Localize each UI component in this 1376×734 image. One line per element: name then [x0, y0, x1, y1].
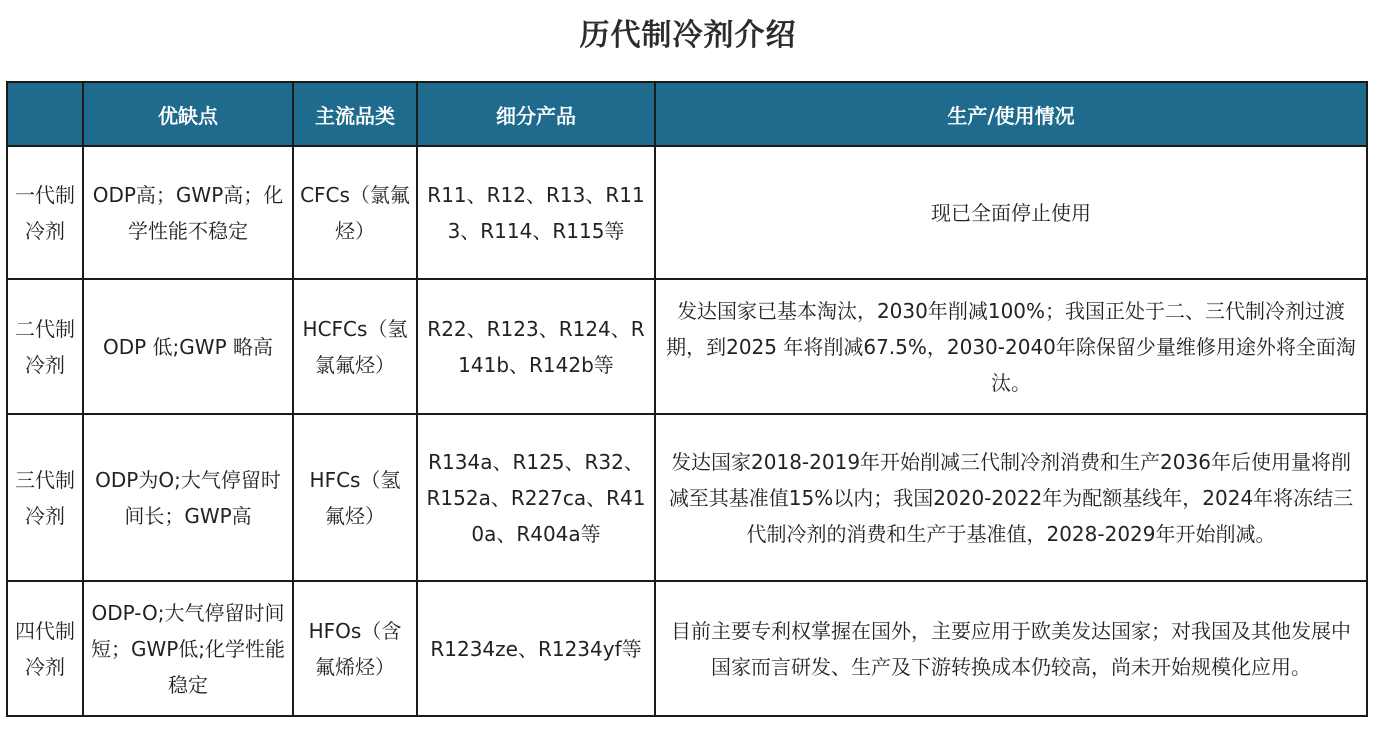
cell-pros-cons: ODP高；GWP高；化学性能不稳定	[83, 146, 293, 279]
header-status: 生产/使用情况	[655, 82, 1367, 146]
table-row	[7, 581, 1367, 716]
table-row	[7, 146, 1367, 279]
cell-pros-cons: ODP为O;大气停留时间长；GWP高	[83, 414, 293, 581]
page-title: 历代制冷剂介绍	[579, 18, 797, 53]
cell-products: R22、R123、R124、R141b、R142b等	[417, 279, 655, 414]
header-pros-cons: 优缺点	[83, 82, 293, 146]
cell-category: CFCs（氯氟烃）	[293, 146, 417, 279]
cell-status: 现已全面停止使用	[655, 146, 1367, 279]
cell-products: R11、R12、R13、R113、R114、R115等	[417, 146, 655, 279]
table-row	[7, 279, 1367, 414]
header-category: 主流品类	[293, 82, 417, 146]
cell-products: R1234ze、R1234yf等	[417, 581, 655, 716]
refrigerant-table	[6, 81, 1368, 717]
header-products: 细分产品	[417, 82, 655, 146]
cell-pros-cons: ODP 低;GWP 略高	[83, 279, 293, 414]
cell-category: HCFCs（氢氯氟烃）	[293, 279, 417, 414]
table-header-row	[7, 82, 1367, 146]
table-row	[7, 414, 1367, 581]
cell-status: 发达国家2018-2019年开始削减三代制冷剂消费和生产2036年后使用量将削减至其基准值15%以内；我国2020-2022年为配额基线年，2024年将冻结三代制冷剂的消费和生产于基准值，2028-2029年开始削减。	[655, 414, 1367, 581]
header-generation	[7, 82, 83, 146]
cell-category: HFOs（含氟烯烃）	[293, 581, 417, 716]
cell-category: HFCs（氢氟烃）	[293, 414, 417, 581]
cell-status: 发达国家已基本淘汰，2030年削减100%；我国正处于二、三代制冷剂过渡期，到2025 年将削减67.5%，2030-2040年除保留少量维修用途外将全面淘汰。	[655, 279, 1367, 414]
cell-generation: 四代制冷剂	[7, 581, 83, 716]
cell-status: 目前主要专利权掌握在国外，主要应用于欧美发达国家；对我国及其他发展中国家而言研发、生产及下游转换成本仍较高，尚未开始规模化应用。	[655, 581, 1367, 716]
cell-generation: 三代制冷剂	[7, 414, 83, 581]
cell-pros-cons: ODP-O;大气停留时间短；GWP低;化学性能稳定	[83, 581, 293, 716]
cell-generation: 一代制冷剂	[7, 146, 83, 279]
cell-products: R134a、R125、R32、R152a、R227ca、R410a、R404a等	[417, 414, 655, 581]
cell-generation: 二代制冷剂	[7, 279, 83, 414]
